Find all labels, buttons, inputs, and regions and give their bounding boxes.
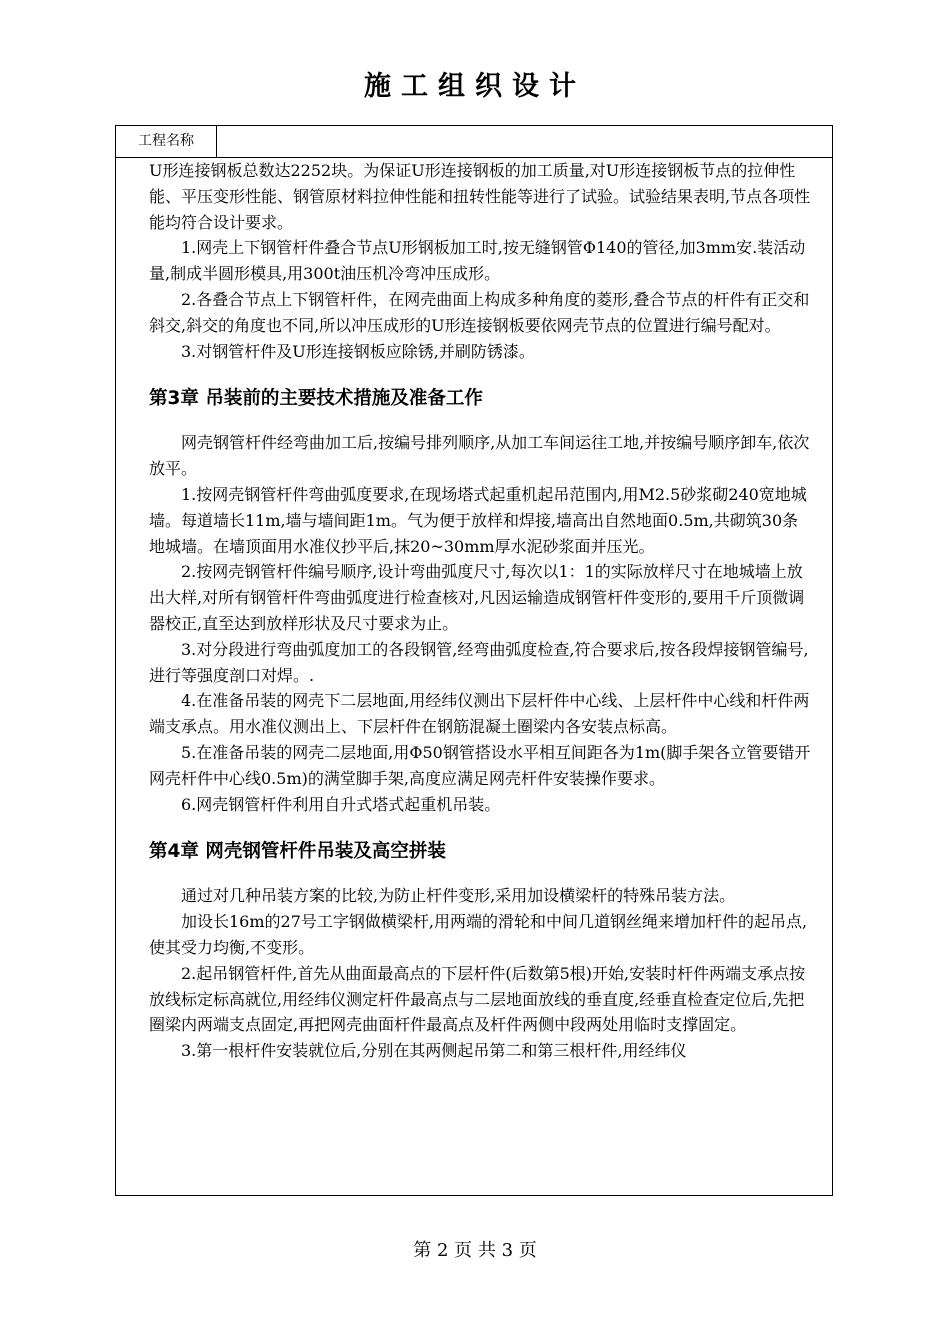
paragraph: U形连接钢板总数达2252块。为保证U形连接钢板的加工质量,对U形连接钢板节点的拉伸性能、平压变形性能、钢管原材料拉伸性能和扭转性能等进行了试验。试验结果表明,节点各项性能均符合设计要求。 — [149, 161, 811, 232]
project-name-value — [217, 126, 832, 157]
paragraph: 通过对几种吊装方案的比较,为防止杆件变形,采用加设横梁杆的特殊吊装方法。 — [181, 886, 736, 906]
paragraph: 加设长16m的27号工字钢做横梁杆,用两端的滑轮和中间几道钢丝绳来增加杆件的起吊点,使其受力均衡,不变形。 — [149, 912, 808, 957]
paragraph: 2.按网壳钢管杆件编号顺序,设计弯曲弧度尺寸,每次以1：1的实际放样尺寸在地城墙上放出大样,对所有钢管杆件弯曲弧度进行检查核对,凡因运输造成钢管杆件变形的,要用千斤顶微调器校正,直至达到放样形状及尺寸要求为止。 — [149, 562, 805, 633]
paragraph: 3.对钢管杆件及U形连接钢板应除锈,并刷防锈漆。 — [181, 341, 535, 361]
chapter-3-heading: 第3章 吊装前的主要技术措施及准备工作 — [149, 388, 483, 410]
paragraph: 3.第一根杆件安装就位后,分别在其两侧起吊第二和第三根杆件,用经纬仪 — [181, 1041, 687, 1061]
paragraph: 4.在准备吊装的网壳下二层地面,用经纬仪测出下层杆件中心线、上层杆件中心线和杆件两端支承点。用水准仪测出上、下层杆件在钢筋混凝土圈梁内各安装点标高。 — [149, 691, 810, 737]
paragraph: 1.网壳上下钢管杆件叠合节点U形钢板加工时,按无缝钢管Φ140的管径,加3mm安.装活动量,制成半圆形模具,用300t油压机冷弯冲压成形。 — [149, 238, 806, 284]
paragraph: 2.起吊钢管杆件,首先从曲面最高点的下层杆件(后数第5根)开始,安装时杆件两端支承点按放线标定标高就位,用经纬仪测定杆件最高点与二层地面放线的垂直度,经垂直检查定位后,先把圈梁内两端支点固定,再把网壳曲面杆件最高点及杆件两侧中段两处用临时支撑固定。 — [149, 963, 806, 1035]
project-name-row — [116, 126, 832, 158]
paragraph: 2.各叠合节点上下钢管杆件，在网壳曲面上构成多种角度的菱形,叠合节点的杆件有正交和斜交,斜交的角度也不同,所以冲压成形的U形连接钢板要依网壳节点的位置进行编号配对。 — [149, 289, 810, 335]
paragraph: 6.网壳钢管杆件利用自升式塔式起重机吊装。 — [181, 794, 501, 814]
paragraph: 网壳钢管杆件经弯曲加工后,按编号排列顺序,从加工车间运往工地,并按编号顺序卸车,依次放平。 — [149, 433, 810, 479]
document-body — [149, 158, 813, 1064]
paragraph: 3.对分段进行弯曲弧度加工的各段钢管,经弯曲弧度检查,符合要求后,按各段焊接钢管编号,进行等强度剖口对焊。. — [149, 639, 809, 685]
document-table — [115, 125, 833, 1196]
page-number: 第 2 页 共 3 页 — [413, 1240, 537, 1261]
page-title: 施工组织设计 — [364, 71, 586, 102]
paragraph: 1.按网壳钢管杆件弯曲弧度要求,在现场塔式起重机起吊范围内,用M2.5砂浆砌240宽地城墙。每道墙长11m,墙与墙间距1m。气为便于放样和焊接,墙高出自然地面0.5m,共砌筑30条地城墙。在墙顶面用水准仪抄平后,抹20~30mm厚水泥砂浆面并压光。 — [149, 484, 807, 556]
paragraph: 5.在准备吊装的网壳二层地面,用Φ50钢管搭设水平相互间距各为1m(脚手架各立管要错开网壳杆件中心线0.5m)的满堂脚手架,高度应满足网壳杆件安装操作要求。 — [149, 742, 811, 788]
chapter-4-heading: 第4章 网壳钢管杆件吊装及高空拼装 — [149, 841, 446, 863]
project-name-label: 工程名称 — [116, 126, 217, 157]
